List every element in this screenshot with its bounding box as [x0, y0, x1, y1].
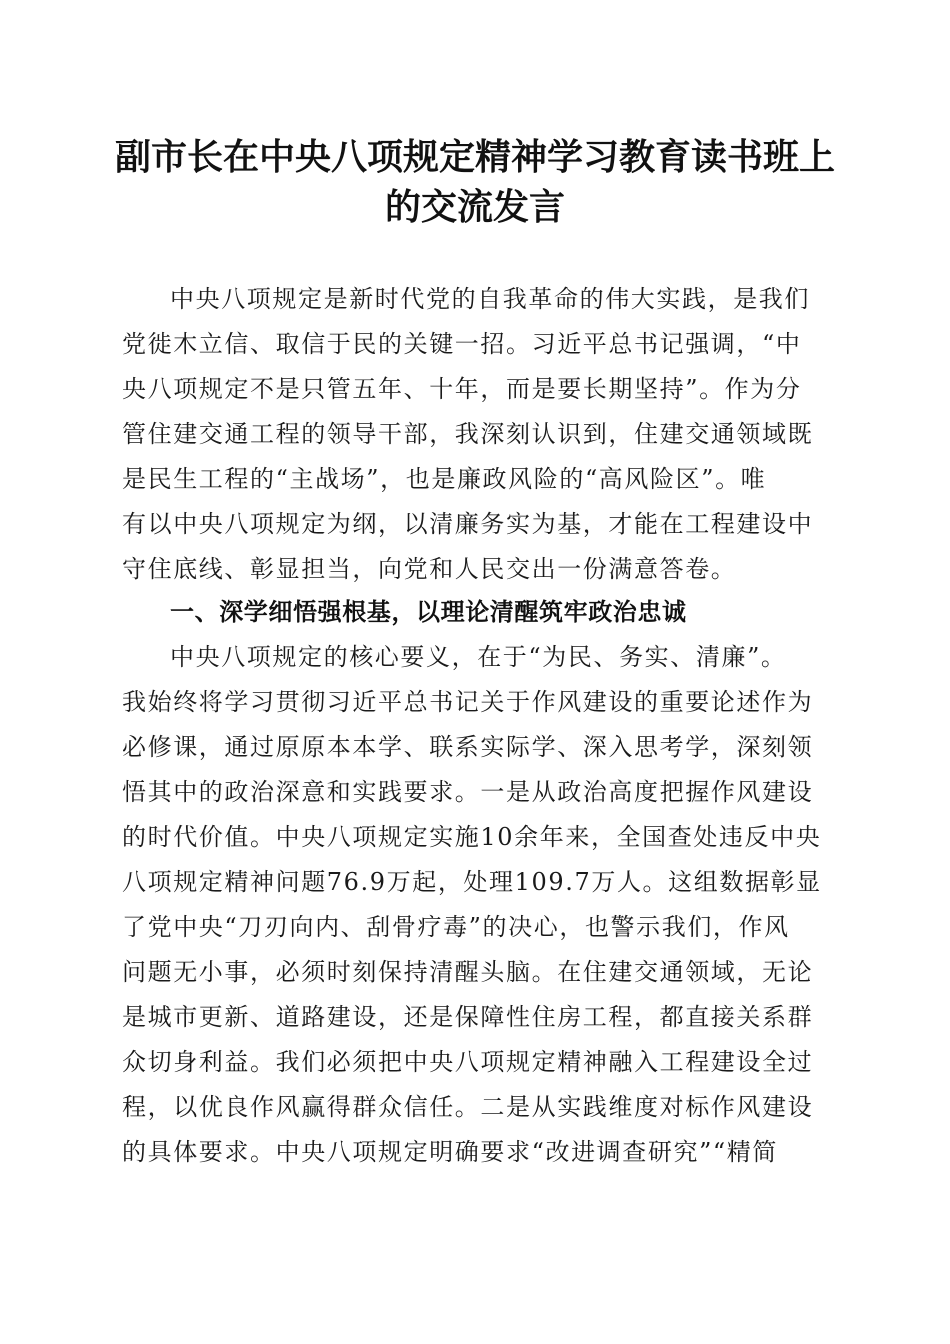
body-line: 管住建交通工程的领导干部，我深刻认识到，住建交通领域既 — [122, 420, 814, 448]
body-line: 中央八项规定是新时代党的自我革命的伟大实践，是我们 — [170, 285, 810, 313]
body-line: 的时代价值。中央八项规定实施10余年来，全国查处违反中央 — [122, 823, 822, 851]
body-line: 中央八项规定的核心要义，在于“为民、务实、清廉”。 — [170, 643, 787, 671]
body-line: 有以中央八项规定为纲，以清廉务实为基，才能在工程建设中 — [122, 510, 814, 538]
section-heading: 一、深学细悟强根基，以理论清醒筑牢政治忠诚 — [170, 598, 687, 626]
body-line: 守住底线、彰显担当，向党和人民交出一份满意答卷。 — [122, 555, 737, 583]
body-line: 八项规定精神问题76.9万起，处理109.7万人。这组数据彰显 — [122, 868, 822, 896]
body-line: 党徙木立信、取信于民的关键一招。习近平总书记强调，“中 — [122, 330, 802, 358]
body-line: 必修课，通过原原本本学、联系实际学、深入思考学，深刻领 — [122, 733, 814, 761]
body-line: 程，以优良作风赢得群众信任。二是从实践维度对标作风建设 — [122, 1093, 814, 1121]
body-line: 央八项规定不是只管五年、十年，而是要长期坚持”。作为分 — [122, 375, 802, 403]
body-line: 悟其中的政治深意和实践要求。一是从政治高度把握作风建设 — [122, 778, 814, 806]
body-line: 我始终将学习贯彻习近平总书记关于作风建设的重要论述作为 — [122, 688, 814, 716]
body-line: 是民生工程的“主战场”，也是廉政风险的“高风险区”。唯 — [122, 465, 767, 493]
body-line: 是城市更新、道路建设，还是保障性住房工程，都直接关系群 — [122, 1003, 814, 1031]
body-line: 了党中央“刀刃向内、刮骨疗毒”的决心，也警示我们，作风 — [122, 913, 790, 941]
document-title: 副市长在中央八项规定精神学习教育读书班上的交流发言 — [114, 136, 835, 228]
body-line: 的具体要求。中央八项规定明确要求“改进调查研究”“精简 — [122, 1138, 779, 1166]
body-line: 问题无小事，必须时刻保持清醒头脑。在住建交通领域，无论 — [122, 958, 814, 986]
body-line: 众切身利益。我们必须把中央八项规定精神融入工程建设全过 — [122, 1048, 814, 1076]
